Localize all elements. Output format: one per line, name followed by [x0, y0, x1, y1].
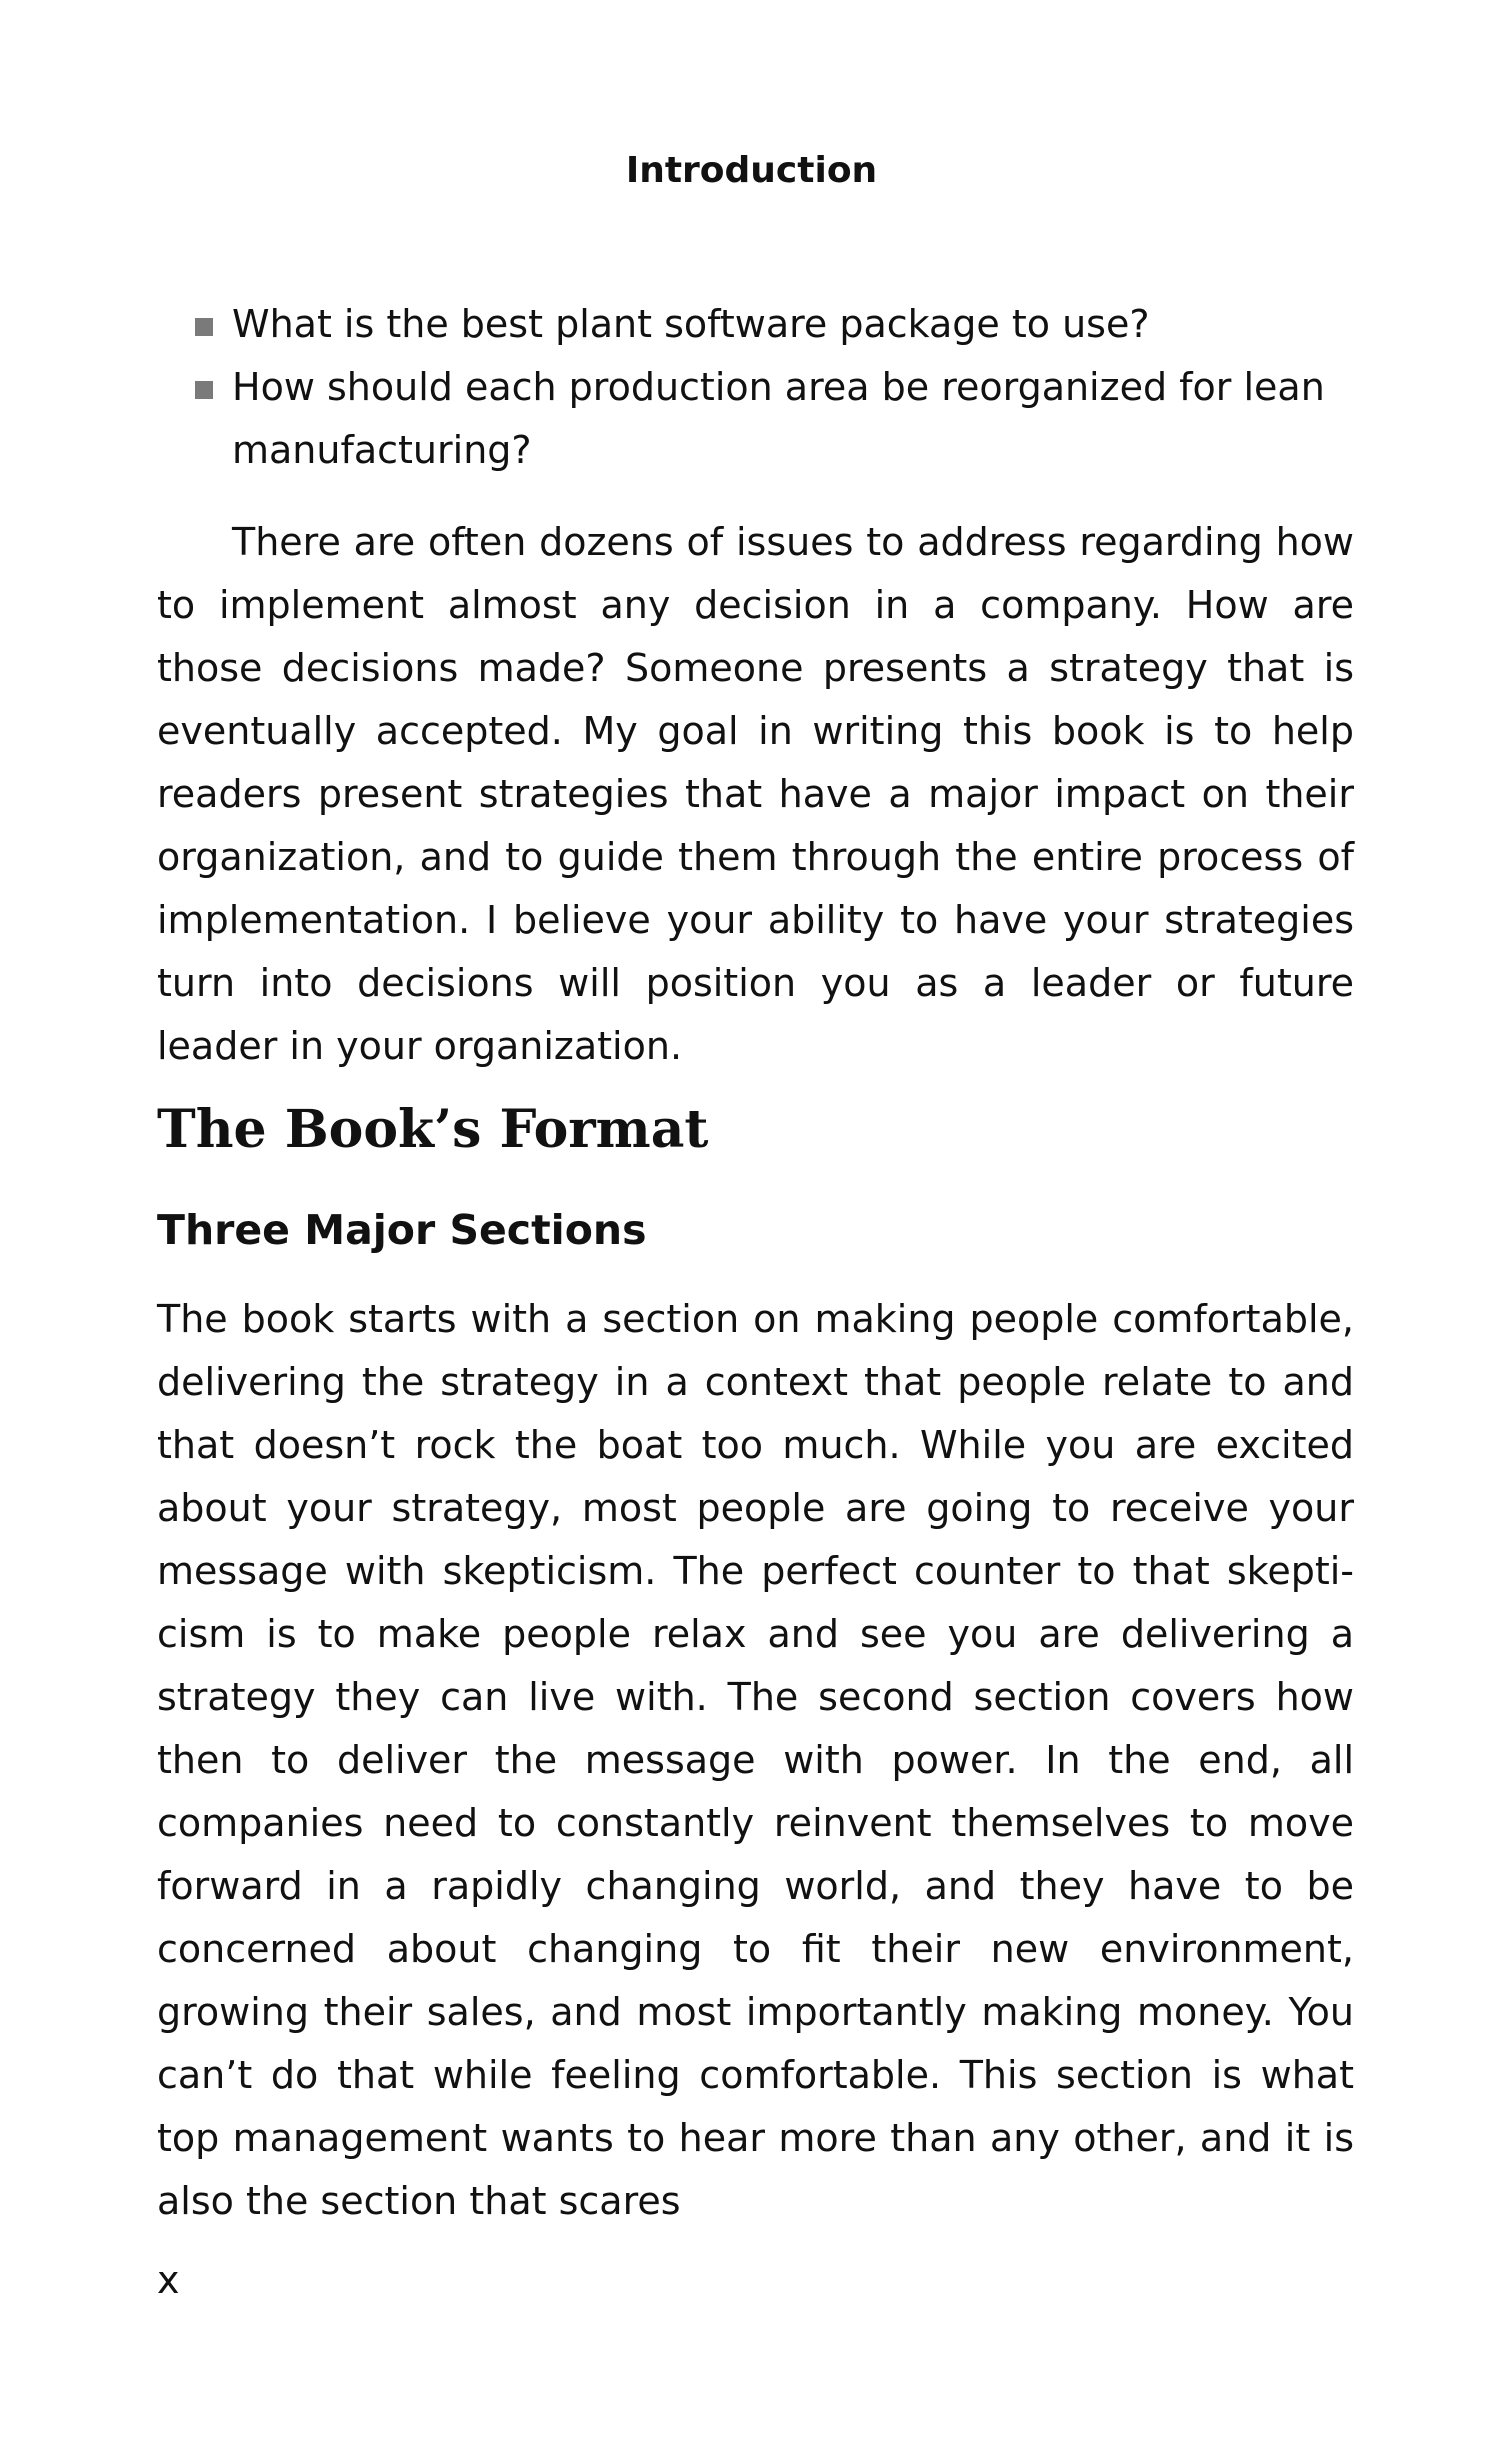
square-bullet-icon [195, 381, 213, 399]
page-number: x [157, 2258, 180, 2302]
list-item-text: What is the best plant software package to use? [232, 302, 1150, 346]
section-heading: The Book’s Format [157, 1099, 709, 1160]
body-paragraph: The book starts with a section on making people comfortable, delivering the strategy in a context that people relate to and that doesn’t rock the boat too much. While you are excited about your strategy, most people are going to receive your message with skepticism. The perfect counter to that skepticism is to make people relax and see you are delivering a strategy they can live with. The second section covers how then to deliver the message with power. In the end, all companies need to constantly reinvent themselves to move forward in a rapidly changing world, and they have to be concerned about changing to fit their new environment, growing their sales, and most importantly making money. You can’t do that while feeling comfortable. This section is what top management wants to hear more than any other, and it is also the section that scares [157, 1297, 1354, 2223]
running-head: Introduction [625, 150, 878, 191]
body-paragraph: There are often dozens of issues to address regarding how to implement almost any decision in a company. How are those decisions made? Someone presents a strategy that is eventually accepted. My goal in writing this book is to help readers present strategies that have a major impact on their organization, and to guide them through the entire process of implementation. I believe your ability to have your strategies turn into decisions will position you as a leader or future leader in your organization. [157, 520, 1354, 1068]
bullet-list [157, 293, 1354, 482]
list-item [157, 293, 1354, 356]
list-item-text: How should each production area be reorganized for lean manufacturing? [232, 365, 1325, 472]
sub-heading: Three Major Sections [157, 1206, 647, 1254]
list-item [157, 356, 1354, 482]
square-bullet-icon [195, 318, 213, 336]
